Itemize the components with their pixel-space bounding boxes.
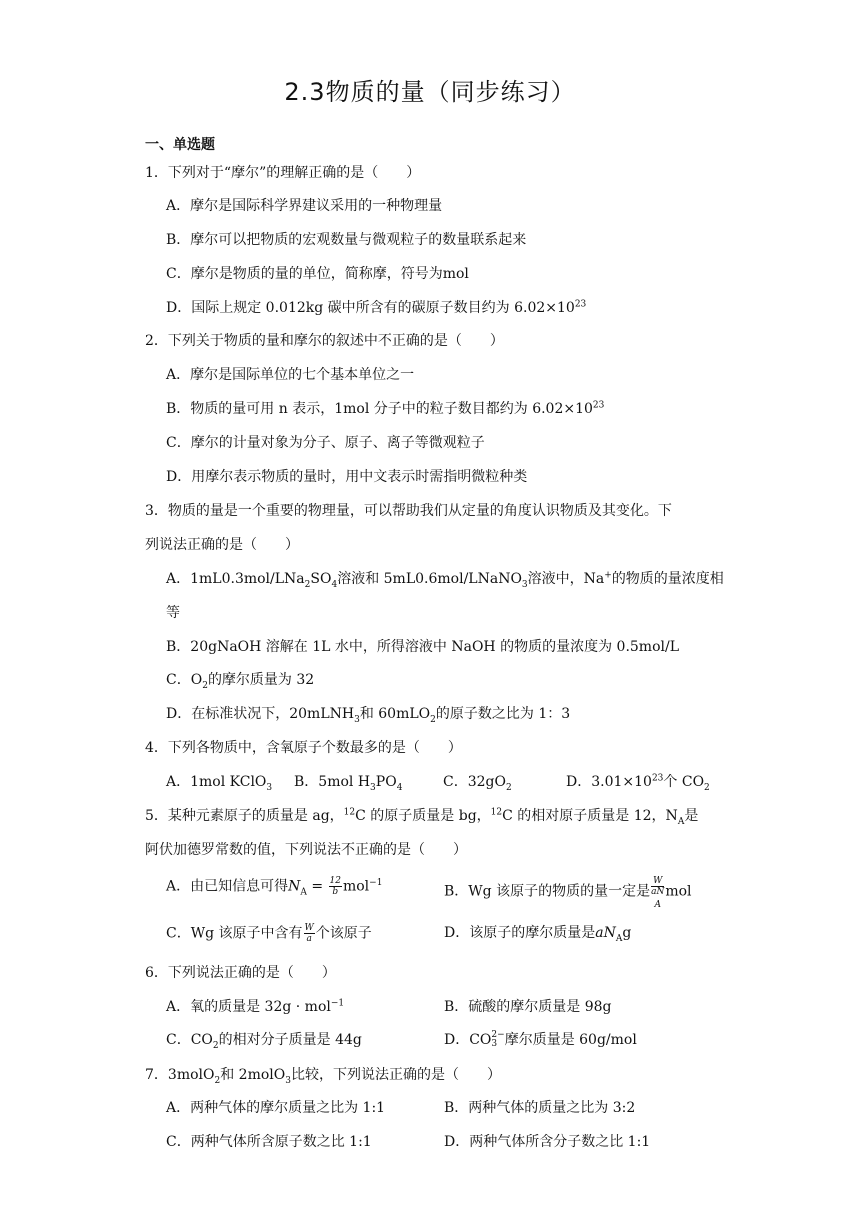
question-4-option-d: D．$3.01\times 10^{23}$个 $CO_2$ bbox=[566, 773, 710, 793]
question-3-option-a-cont: 等 bbox=[166, 605, 180, 621]
question-3-option-a: A．$1mL0.3mol/LNa_2SO_4$溶液和 5mL0.6mol/LNaNO$_3$溶液中，Na+的物质的量浓度相 bbox=[166, 570, 724, 590]
question-7-option-a: A．两种气体的摩尔质量之比为 1:1 bbox=[166, 1100, 386, 1116]
section-heading: 一、单选题 bbox=[145, 137, 215, 153]
question-1-option-d: D．国际上规定 0.012kg 碳中所含有的碳原子数目约为 $6.02\times 10^{23}$ bbox=[166, 299, 587, 316]
question-3-stem-line1: 3．物质的量是一个重要的物理量，可以帮助我们从定量的角度认识物质及其变化。下 bbox=[145, 503, 672, 519]
question-7-option-c: C．两种气体所含原子数之比 1:1 bbox=[166, 1134, 372, 1150]
question-6-option-b: B．硫酸的摩尔质量是 98g bbox=[444, 999, 612, 1015]
question-4-option-b: B．5mol $H_3PO_4$ bbox=[294, 774, 403, 793]
question-4-stem: 4．下列各物质中，含氧原子个数最多的是（ ） bbox=[145, 740, 462, 756]
fraction-12-over-b: $\frac{12}{b}$ bbox=[329, 876, 341, 897]
question-5-option-b: B．Wg 该原子的物质的量一定是 W aN $_A$ mol bbox=[444, 876, 692, 910]
question-5-stem-line1: 5．某种元素原子的质量是 ag，$^{12}$C 的原子质量是 bg，$^{12}$C 的相对原子质量是 12，$N_A$是 bbox=[145, 807, 699, 827]
fraction-w-over-ana: W aN $_A$ bbox=[651, 876, 665, 910]
question-3-option-b: B．20gNaOH 溶解在 1L 水中，所得溶液中 NaOH 的物质的量浓度为 0.5mol/L bbox=[166, 639, 679, 655]
question-5-option-c: C．Wg 该原子中含有 $\frac{W}{a}$ 个该原子 bbox=[166, 923, 372, 944]
question-6-stem: 6．下列说法正确的是（ ） bbox=[145, 965, 336, 981]
question-2-option-c: C．摩尔的计量对象为分子、原子、离子等微观粒子 bbox=[166, 435, 485, 451]
question-1-option-b: B．摩尔可以把物质的宏观数量与微观粒子的数量联系起来 bbox=[166, 232, 527, 248]
question-4-option-a: A．1mol KClO$_3$ bbox=[166, 774, 273, 793]
question-5-option-a: A．由已知信息可得$N_A$ = $\frac{12}{b}$ mol$^{-1}$ bbox=[166, 876, 383, 898]
question-3-option-c: C．$O_2$的摩尔质量为 32 bbox=[166, 672, 315, 691]
question-6-option-c: C．$CO_2$的相对分子质量是 44g bbox=[166, 1032, 362, 1051]
question-4-option-c: C．$32gO_2$ bbox=[443, 774, 512, 793]
question-7-option-b: B．两种气体的质量之比为 3:2 bbox=[444, 1100, 636, 1116]
question-2-stem: 2．下列关于物质的量和摩尔的叙述中不正确的是（ ） bbox=[145, 333, 504, 349]
question-5-option-d: D．该原子的摩尔质量是$aN_Ag$ bbox=[444, 925, 632, 944]
question-1-option-a: A．摩尔是国际科学界建议采用的一种物理量 bbox=[166, 198, 443, 214]
question-5-stem-line2: 阿伏加德罗常数的值，下列说法不正确的是（ ） bbox=[145, 842, 467, 858]
question-1-option-c: C．摩尔是物质的量的单位，简称摩，符号为mol bbox=[166, 266, 469, 282]
question-6-option-d: D．CO 2− 3 摩尔质量是 60g/mol bbox=[444, 1030, 637, 1049]
question-2-option-a: A．摩尔是国际单位的七个基本单位之一 bbox=[166, 367, 415, 383]
question-7-stem: 7．3molO$_2$和 2molO$_3$比较，下列说法正确的是（ ） bbox=[145, 1067, 501, 1086]
question-3-stem-line2: 列说法正确的是（ ） bbox=[145, 537, 299, 553]
question-2-option-d: D．用摩尔表示物质的量时，用中文表示时需指明微粒种类 bbox=[166, 469, 528, 485]
fraction-w-over-a: $\frac{W}{a}$ bbox=[304, 923, 314, 944]
question-6-option-a: A．氧的质量是 32g · mol$^{-1}$ bbox=[166, 998, 345, 1015]
question-1-stem: 1．下列对于“摩尔”的理解正确的是（ ） bbox=[145, 165, 421, 181]
question-3-option-d: D．在标准状况下，20mLNH$_3$和 60mLO$_2$的原子数之比为 1：3 bbox=[166, 706, 571, 725]
question-2-option-b: B．物质的量可用 n 表示，1mol 分子中的粒子数目都约为 $6.02\times 10^{23}$ bbox=[166, 400, 605, 417]
question-7-option-d: D．两种气体所含分子数之比 1:1 bbox=[444, 1134, 651, 1150]
page-title: 2.3物质的量（同步练习） bbox=[284, 78, 576, 106]
